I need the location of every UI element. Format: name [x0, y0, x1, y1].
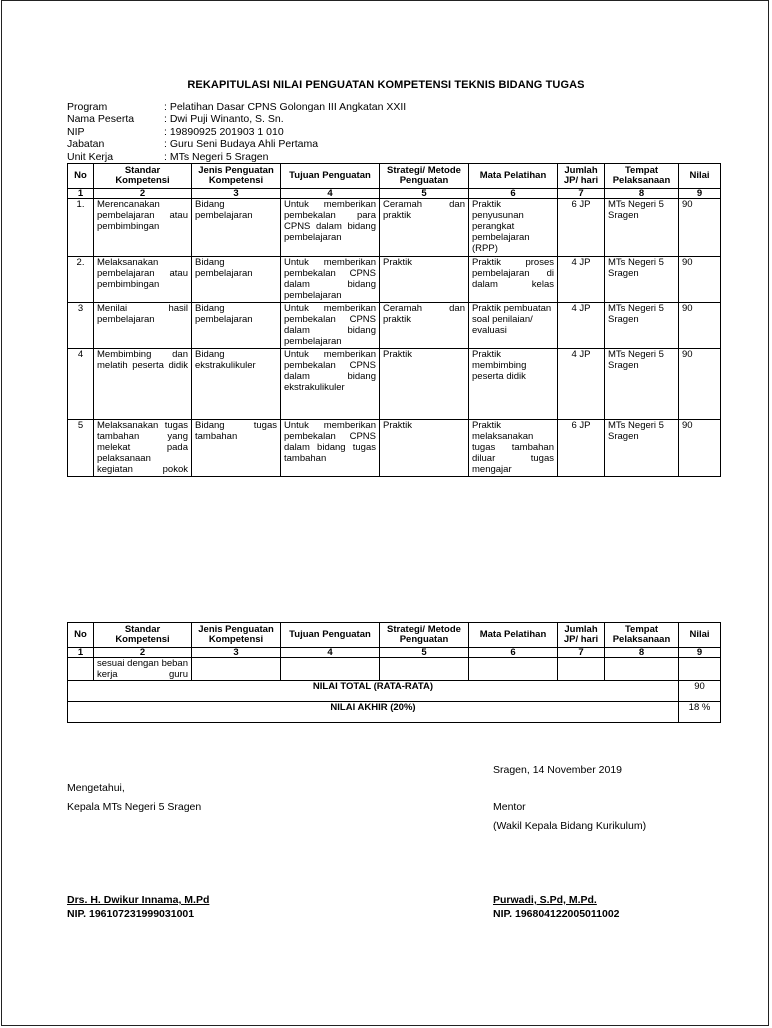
document-title: REKAPITULASI NILAI PENGUATAN KOMPETENSI TEKNIS BIDANG TUGAS	[187, 79, 585, 91]
info-row-unit: Unit Kerja : MTs Negeri 5 Sragen	[67, 150, 269, 163]
header-tempat: Tempat Pelaksanaan	[605, 164, 679, 189]
participant-info	[67, 101, 406, 163]
column-number-row: 1 2 3 4 5 6 7 8 9	[68, 189, 721, 199]
info-row-jabatan: Jabatan : Guru Seni Budaya Ahli Pertama	[67, 138, 319, 151]
table-row: 2. Melaksanakan pembelajaran atau pembimbingan Bidang pembelajaran Untuk memberikan pembekalan CPNS dalam bidang pembelajaran Praktik Praktik proses pembelajaran di dalam kelas 4 JP MTs Negeri 5 Sragen 90	[68, 257, 721, 303]
header-jenis: Jenis Penguatan Kompetensi	[192, 164, 281, 189]
total-value: 90	[679, 681, 721, 702]
header-tujuan: Tujuan Penguatan	[281, 164, 380, 189]
info-row-program: Program : Pelatihan Dasar CPNS Golongan III Angkatan XXII	[67, 101, 407, 113]
header-standar: Standar Kompetensi	[94, 623, 192, 648]
header-tempat: Tempat Pelaksanaan	[605, 623, 679, 648]
competency-table	[67, 163, 721, 477]
total-row	[68, 681, 721, 702]
table-header-row	[68, 164, 721, 189]
table-header-row	[68, 623, 721, 648]
mentor-name: Purwadi, S.Pd, M.Pd.	[493, 894, 597, 906]
header-strategi: Strategi/ Metode Penguatan	[380, 623, 469, 648]
info-row-nip: NIP : 19890925 201903 1 010	[67, 125, 284, 138]
header-jenis: Jenis Penguatan Kompetensi	[192, 623, 281, 648]
header-nilai: Nilai	[679, 164, 721, 189]
header-mata: Mata Pelatihan	[469, 623, 558, 648]
header-mata: Mata Pelatihan	[469, 164, 558, 189]
table-row: 3 Menilai hasil pembelajaran Bidang pembelajaran Untuk memberikan pembekalan CPNS dalam bidang pembelajaran Ceramah dan praktik Praktik pembuatan soal penilaian/ evaluasi 4 JP MTs Negeri 5 Sragen 90	[68, 303, 721, 349]
mentor-title: Mentor	[493, 801, 526, 813]
column-number-row: 1 2 3 4 5 6 7 8 9	[68, 648, 721, 658]
header-no: No	[68, 623, 94, 648]
table-row: 1. Merencanakan pembelajaran atau pembimbingan Bidang pembelajaran Untuk memberikan pembekalan para CPNS dalam bidang pembelajaran Ceramah dan praktik Praktik penyusunan perangkat pembelajaran (RPP) 6 JP MTs Negeri 5 Sragen 90	[68, 199, 721, 257]
acknowledged-label: Mengetahui,	[67, 782, 125, 794]
principal-title: Kepala MTs Negeri 5 Sragen	[67, 801, 202, 813]
header-jp: Jumlah JP/ hari	[558, 623, 605, 648]
header-strategi: Strategi/ Metode Penguatan	[380, 164, 469, 189]
table-row: 4 Membimbing dan melatih peserta didik Bidang ekstrakulikuler Untuk memberikan pembekalan CPNS dalam bidang ekstrakulikuler Praktik Praktik membimbing peserta didik 4 JP MTs Negeri 5 Sragen 90	[68, 349, 721, 420]
header-tujuan: Tujuan Penguatan	[281, 623, 380, 648]
mentor-subtitle: (Wakil Kepala Bidang Kurikulum)	[493, 820, 647, 832]
header-jp: Jumlah JP/ hari	[558, 164, 605, 189]
principal-name: Drs. H. Dwikur Innama, M.Pd	[67, 894, 210, 906]
principal-nip: NIP. 196107231999031001	[67, 908, 195, 920]
place-date: Sragen, 14 November 2019	[493, 764, 622, 776]
total-label: NILAI TOTAL (RATA-RATA)	[68, 681, 679, 702]
info-row-nama: Nama Peserta : Dwi Puji Winanto, S. Sn.	[67, 113, 284, 126]
final-score-value: 18 %	[679, 702, 721, 723]
table-row: 5 Melaksanakan tugas tambahan yang melekat pada pelaksanaan kegiatan pokok Bidang tugas tambahan Untuk memberikan pembekalan CPNS dalam bidang tugas tambahan Praktik Praktik melaksanakan tugas tambahan diluar tugas mengajar 6 JP MTs Negeri 5 Sragen 90	[68, 420, 721, 477]
header-nilai: Nilai	[679, 623, 721, 648]
continuation-table	[67, 622, 721, 723]
table-row: sesuai dengan beban kerja guru	[68, 658, 721, 681]
header-standar: Standar Kompetensi	[94, 164, 192, 189]
mentor-nip: NIP. 196804122005011002	[493, 908, 620, 920]
final-score-row	[68, 702, 721, 723]
final-score-label: NILAI AKHIR (20%)	[68, 702, 679, 723]
header-no: No	[68, 164, 94, 189]
